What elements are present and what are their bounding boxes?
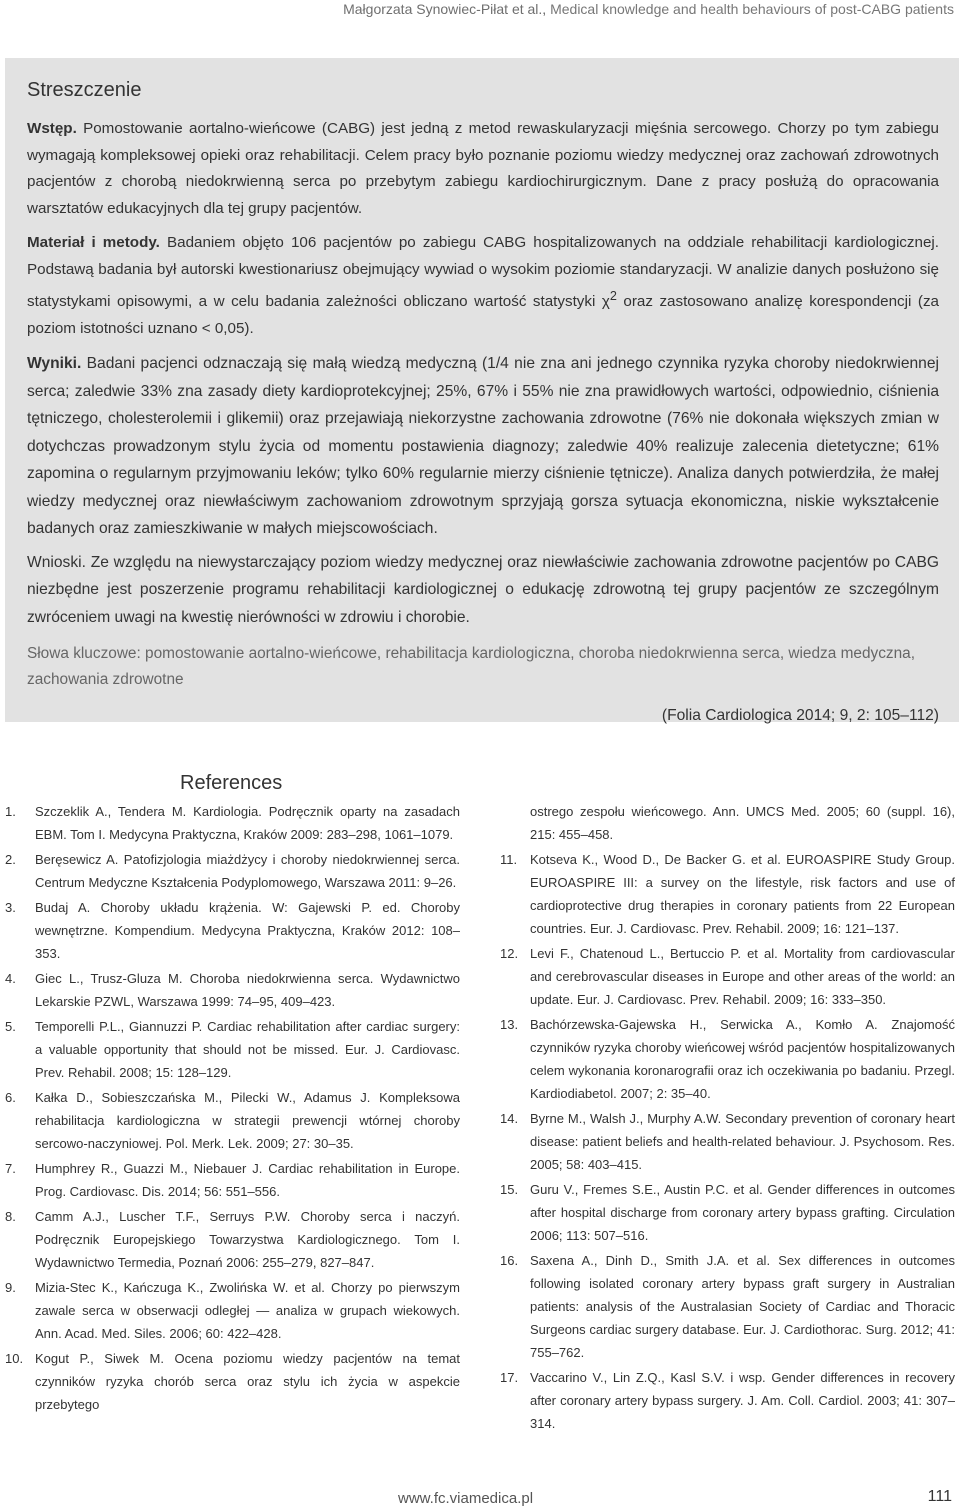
reference-number: 17. [500,1370,519,1385]
reference-item [500,942,955,1011]
reference-text: Levi F., Chatenoud L., Bertuccio P. et al. Mortality from cardiovascular and cerebrovascular diseases in Europe and other areas of the world: an update. Eur. J. Cardiovasc. Prev. Rehabil. 2009; 16: 333–350. [530,946,955,1007]
reference-text: Beręsewicz A. Patofizjologia miażdżycy i choroby niedokrwiennej serca. Centrum Medyczne Kształcenia Podyplomowego, Warszawa 2011: 9–26. [35,852,460,890]
abstract-heading: Streszczenie [27,79,142,101]
conclusions-label: Wnioski. [27,553,86,571]
page-number: 111 [927,1488,952,1505]
reference-text: Bachórzewska-Gajewska H., Serwicka A., Komło A. Znajomość czynników ryzyka choroby wieńcowej wśród pacjentów hospitalizowanych celem wykonania koronarografii oraz ich oczekiwania po badaniu. Przegl. Kardiodiabetol. 2007; 2: 35–40. [530,1017,955,1101]
reference-number: 3. [5,900,16,915]
reference-text: Guru V., Fremes S.E., Austin P.C. et al. Gender differences in outcomes after hospital discharge from coronary artery bypass grafting. Circulation 2006; 113: 507–516. [530,1182,955,1243]
references-heading: References [180,772,283,794]
results-label: Wyniki. [27,355,82,373]
reference-text: Szczeklik A., Tendera M. Kardiologia. Podręcznik oparty na zasadach EBM. Tom I. Medycyna Praktyczna, Kraków 2009: 283–298, 1061–1079. [35,804,460,842]
reference-item [5,1276,460,1345]
abstract-methods [27,230,939,342]
abstract-results [27,350,939,543]
reference-item [5,1015,460,1084]
introduction-label: Wstęp. [27,120,77,137]
abstract-conclusions [27,549,939,632]
reference-item [5,1205,460,1274]
reference-text: Byrne M., Walsh J., Murphy A.W. Secondary prevention of coronary heart disease: patient beliefs and health-related behaviour. J. Psychosom. Res. 2005; 58: 403–415. [530,1111,955,1172]
reference-number: 5. [5,1019,16,1034]
results-text: Badani pacjenci odznaczają się małą wiedzą medyczną (1/4 nie zna ani jednego czynnika ryzyka choroby niedokrwiennej serca; zaledwie 33% zna zasady diety kardioprotekcyjnej; 25%, 67% i 55% nie zna prawidłowych wartości, odpowiednio, ciśnienia tętniczego, cholesterolemii i glikemii) oraz przejawiają niekorzystne zachowania zdrowotne (76% nie dokonała większych zmian w dotychczas prowadzonym stylu życia od momentu postawienia diagnozy; zaledwie 40% realizuje zalecenia dietetyczne; 61% zapomina o regularnym przyjmowaniu leków; tylko 60% regularnie mierzy ciśnienie tętnicze). Analiza danych potwierdziła, że małej wiedzy medycznej oraz niewłaściwym zachowaniom zdrowotnym sprzyjają gorsza sytuacja ekonomiczna, niskie wykształcenie badanych oraz zamieszkiwanie w małych miejscowościach. [27,355,939,538]
reference-text: Budaj A. Choroby układu krążenia. W: Gajewski P. ed. Choroby wewnętrzne. Kompendium. Medycyna Praktyczna, Kraków 2012: 108–353. [35,900,460,961]
header-separator: , [542,1,551,17]
reference-item [500,848,955,940]
methods-label: Materiał i metody. [27,234,160,251]
journal-citation: (Folia Cardiologica 2014; 9, 2: 105–112) [661,707,939,725]
abstract-introduction [27,116,939,222]
reference-number: 14. [500,1111,519,1126]
reference-number: 8. [5,1209,16,1224]
reference-item [500,1249,955,1364]
reference-item [5,800,460,846]
reference-number: 15. [500,1182,519,1197]
chi-square-superscript: 2 [609,289,617,303]
reference-number: 12. [500,946,519,961]
reference-item [500,1178,955,1247]
reference-number: 16. [500,1253,519,1268]
reference-item [5,896,460,965]
reference-number: 10. [5,1351,24,1366]
reference-continuation: ostrego zespołu wieńcowego. Ann. UMCS Med. 2005; 60 (suppl. 16), 215: 455–458. [530,804,955,842]
reference-text: Mizia-Stec K., Kańczuga K., Zwolińska W. et al. Chorzy po pierwszym zawale serca w obserwacji odległej — analiza w grupach wiekowych. Ann. Acad. Med. Siles. 2006; 60: 422–428. [35,1280,460,1341]
footer-url[interactable]: www.fc.viamedica.pl [398,1490,534,1507]
methods-text-end: oraz zastosowano analizę korespondencji (za poziom istotności uznano < 0,05). [27,293,939,337]
reference-item [500,1366,955,1435]
abstract-box [5,58,959,725]
reference-item [5,1086,460,1155]
reference-number: 13. [500,1017,519,1032]
header-title: Medical knowledge and health behaviours of post-CABG patients [550,1,954,17]
reference-item [500,1013,955,1105]
references-left-column [5,800,460,1418]
introduction-text: Pomostowanie aortalno-wieńcowe (CABG) jest jedną z metod rewaskularyzacji mięśnia sercowego. Chorzy po tym zabiegu wymagają kompleksowej opieki oraz rehabilitacji. Celem pracy było poznanie poziomu wiedzy medycznej oraz zachowań zdrowotnych pacjentów z chorobą niedokrwienną serca po przebytym zabiegu kardiochirurgicznym. Dane z pracy posłużą do opracowania warsztatów edukacyjnych dla tej grupy pacjentów. [27,120,939,217]
reference-text: Kogut P., Siwek M. Ocena poziomu wiedzy pacjentów na temat czynników ryzyka chorób serca oraz stylu ich życia w aspekcie przebytego [35,1351,460,1412]
reference-text: Vaccarino V., Lin Z.Q., Kasl S.V. i wsp. Gender differences in recovery after coronary artery bypass surgery. J. Am. Coll. Cardiol. 2003; 41: 307–314. [530,1370,955,1431]
keywords: Słowa kluczowe: pomostowanie aortalno-wieńcowe, rehabilitacja kardiologiczna, choroba niedokrwienna serca, wiedza medyczna, zachowania zdrowotne [27,645,915,689]
reference-text: Kotseva K., Wood D., De Backer G. et al. EUROASPIRE Study Group. EUROASPIRE III: a survey on the lifestyle, risk factors and use of cardioprotective drug therapies in coronary patients from 22 European countries. Eur. J. Cardiovasc. Prev. Rehabil. 2009; 16: 121–137. [530,852,955,936]
reference-text: Camm A.J., Luscher T.F., Serruys P.W. Choroby serca i naczyń. Podręcznik Europejskiego Towarzystwa Kardiologicznego. Tom I. Wydawnictwo Termedia, Poznań 2006: 255–279, 827–847. [35,1209,460,1270]
header-authors: Małgorzata Synowiec-Piłat et al. [343,1,543,17]
reference-text: Humphrey R., Guazzi M., Niebauer J. Cardiac rehabilitation in Europe. Prog. Cardiovasc. Dis. 2014; 56: 551–556. [35,1161,460,1199]
methods-text: Badaniem objęto 106 pacjentów po zabiegu CABG hospitalizowanych na oddziale rehabilitacji kardiologicznej. Podstawą badania był autorski kwestionariusz obejmujący wywiad o wysokim poziomie standaryzacji. W analizie danych posłużono się statystykami opisowymi, a w celu badania zależności obliczano wartość statystyki χ [27,234,939,311]
reference-item [5,848,460,894]
reference-number: 1. [5,804,16,819]
reference-number: 4. [5,971,16,986]
references-right-column [500,800,955,1437]
running-header [343,0,954,24]
reference-item [5,1157,460,1203]
reference-number: 7. [5,1161,16,1176]
reference-text: Temporelli P.L., Giannuzzi P. Cardiac rehabilitation after cardiac surgery: a valuable opportunity that should not be missed. Eur. J. Cardiovasc. Prev. Rehabil. 2008; 15: 128–129. [35,1019,460,1080]
reference-number: 6. [5,1090,16,1105]
reference-item [500,1107,955,1176]
reference-item [5,967,460,1013]
reference-number: 2. [5,852,16,867]
reference-number: 11. [500,852,518,867]
reference-number: 9. [5,1280,16,1295]
reference-item [5,1347,460,1416]
reference-text: Kałka D., Sobieszczańska M., Pilecki W., Adamus J. Kompleksowa rehabilitacja kardiologiczna w strategii prewencji wtórnej choroby sercowo-naczyniowej. Pol. Merk. Lek. 2009; 27: 30–35. [35,1090,460,1151]
reference-text: Giec L., Trusz-Gluza M. Choroba niedokrwienna serca. Wydawnictwo Lekarskie PZWL, Warszawa 1999: 74–95, 409–423. [35,971,460,1009]
conclusions-text: Ze względu na niewystarczający poziom wiedzy medycznej oraz niewłaściwie zachowania zdrowotne pacjentów po CABG niezbędne jest poszerzenie programu rehabilitacji kardiologicznej o edukację zdrowotną tej grupy pacjentów ze szczególnym zwróceniem uwagi na kwestię nierówności w zdrowiu i chorobie. [27,553,939,626]
reference-text: Saxena A., Dinh D., Smith J.A. et al. Sex differences in outcomes following isolated coronary artery bypass graft surgery in Australian patients: analysis of the Australasian Society of Cardiac and Thoracic Surgeons cardiac surgery database. Eur. J. Cardiothorac. Surg. 2012; 41: 755–762. [530,1253,955,1360]
